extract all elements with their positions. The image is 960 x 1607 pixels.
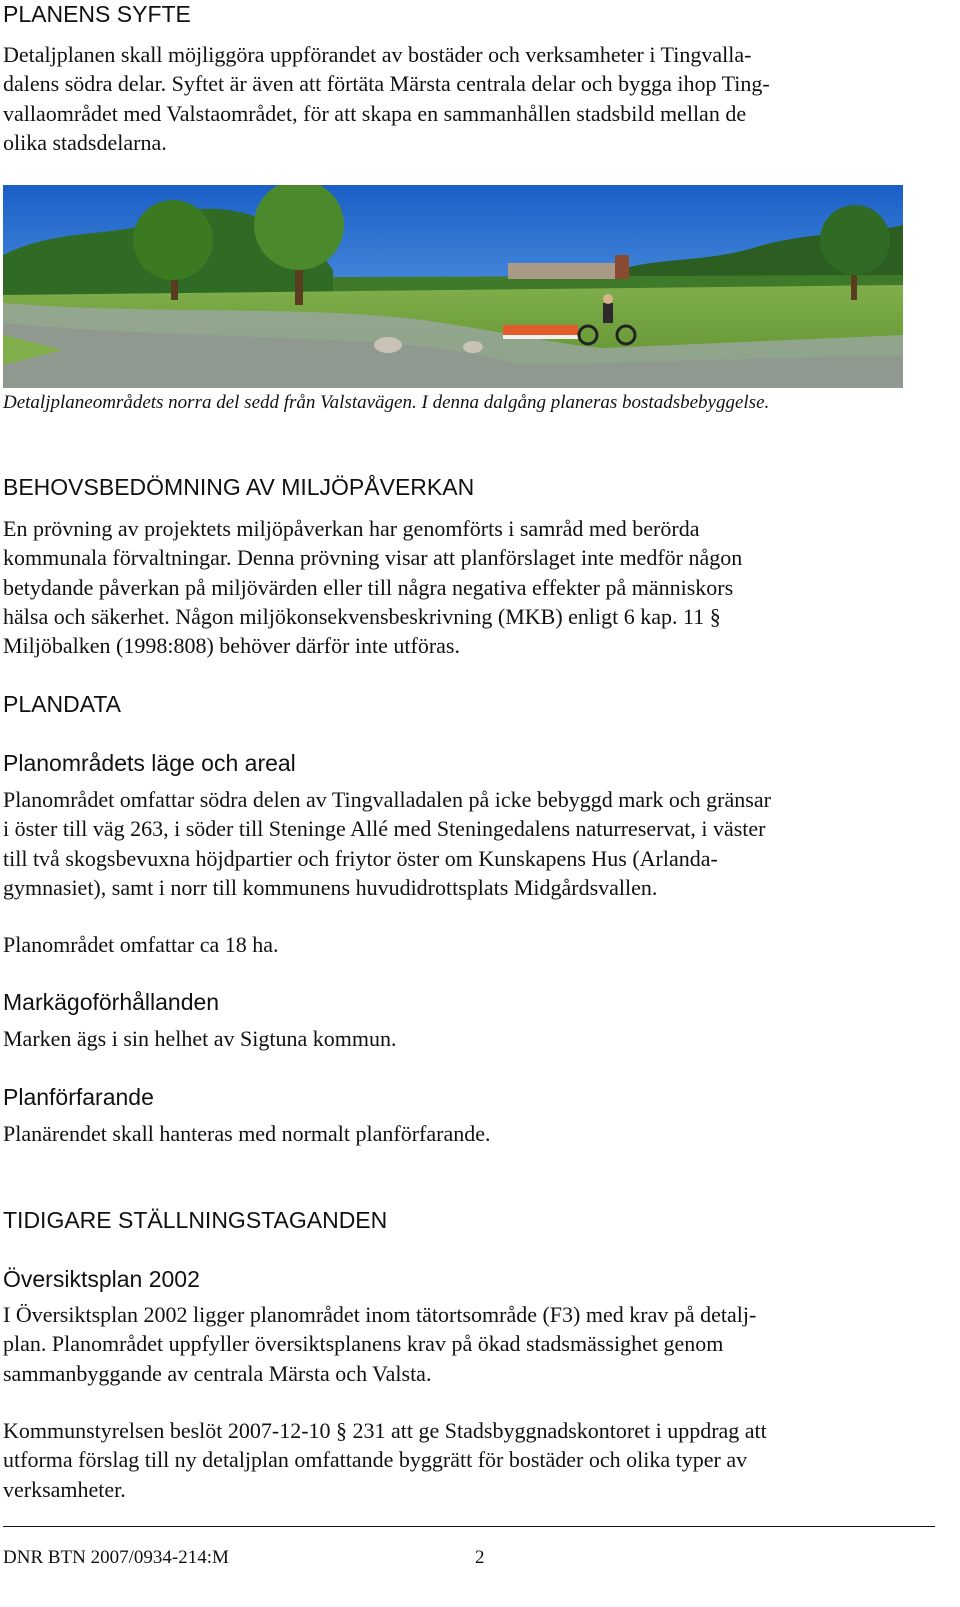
text-line: sammanbyggande av centrala Märsta och Valsta. xyxy=(3,1360,432,1386)
heading-oversiktsplan: Översiktsplan 2002 xyxy=(3,1266,200,1292)
heading-planomradets-lage: Planområdets läge och areal xyxy=(3,750,296,776)
paragraph-behovsbedomning xyxy=(3,514,913,660)
photo-caption: Detaljplaneområdets norra del sedd från Valstavägen. I denna dalgång planeras bostadsbebyggelse. xyxy=(3,392,770,413)
heading-planforfarande: Planförfarande xyxy=(3,1084,154,1110)
heading-markagoforhallanden: Markägoförhållanden xyxy=(3,989,220,1015)
text-line: i öster till väg 263, i söder till Steninge Allé med Steningedalens naturreservat, i väster xyxy=(3,816,766,842)
text-line: Planområdet omfattar södra delen av Tingvalladalen på icke bebyggd mark och gränsar xyxy=(3,787,771,812)
footer-dnr: DNR BTN 2007/0934-214:M xyxy=(3,1547,229,1568)
heading-behovsbedomning: BEHOVSBEDÖMNING AV MILJÖPÅVERKAN xyxy=(3,474,475,500)
text-line: Detaljplanen skall möjliggöra uppförandet av bostäder och verksamheter i Tingvalla- xyxy=(3,42,752,67)
landscape-photo xyxy=(3,185,903,388)
paragraph-lage xyxy=(3,785,913,902)
text-line: utforma förslag till ny detaljplan omfattande byggrätt för bostäder och olika typer av xyxy=(3,1447,748,1473)
paragraph-markagoforhallanden: Marken ägs i sin helhet av Sigtuna kommun. xyxy=(3,1026,397,1051)
footer-page-number: 2 xyxy=(475,1547,485,1568)
paragraph-kommunstyrelsen xyxy=(3,1416,913,1504)
text-line: En prövning av projektets miljöpåverkan har genomförts i samråd med berörda xyxy=(3,516,700,541)
text-line: kommunala förvaltningar. Denna prövning visar att planförslaget inte medför någon xyxy=(3,545,743,571)
text-line: vallaområdet med Valstaområdet, för att skapa en sammanhållen stadsbild mellan de xyxy=(3,100,747,126)
paragraph-planforfarande: Planärendet skall hanteras med normalt planförfarande. xyxy=(3,1121,491,1146)
heading-plandata: PLANDATA xyxy=(3,691,122,717)
heading-tidigare-stallningstaganden: TIDIGARE STÄLLNINGSTAGANDEN xyxy=(3,1207,388,1233)
footer-divider xyxy=(3,1526,935,1527)
text-line: verksamheter. xyxy=(3,1476,126,1502)
text-line: gymnasiet), samt i norr till kommunens huvudidrottsplats Midgårdsvallen. xyxy=(3,874,658,900)
text-line: Miljöbalken (1998:808) behöver därför inte utföras. xyxy=(3,633,460,659)
heading-planens-syfte: PLANENS SYFTE xyxy=(3,1,191,27)
text-line: plan. Planområdet uppfyller översiktsplanens krav på ökad stadsmässighet genom xyxy=(3,1331,724,1357)
paragraph-syfte xyxy=(3,40,913,157)
text-line: till två skogsbevuxna höjdpartier och friytor öster om Kunskapens Hus (Arlanda- xyxy=(3,845,718,871)
text-line: hälsa och säkerhet. Någon miljökonsekvensbeskrivning (MKB) enligt 6 kap. 11 § xyxy=(3,603,721,629)
text-line: olika stadsdelarna. xyxy=(3,129,167,155)
text-line: Kommunstyrelsen beslöt 2007-12-10 § 231 att ge Stadsbyggnadskontoret i uppdrag att xyxy=(3,1418,767,1443)
paragraph-oversiktsplan xyxy=(3,1300,913,1388)
text-line: betydande påverkan på miljövärden eller till några negativa effekter på människors xyxy=(3,574,734,600)
paragraph-areal: Planområdet omfattar ca 18 ha. xyxy=(3,932,279,957)
text-line: I Översiktsplan 2002 ligger planområdet inom tätortsområde (F3) med krav på detalj- xyxy=(3,1302,757,1327)
text-line: dalens södra delar. Syftet är även att förtäta Märsta centrala delar och bygga ihop Ting- xyxy=(3,71,770,97)
